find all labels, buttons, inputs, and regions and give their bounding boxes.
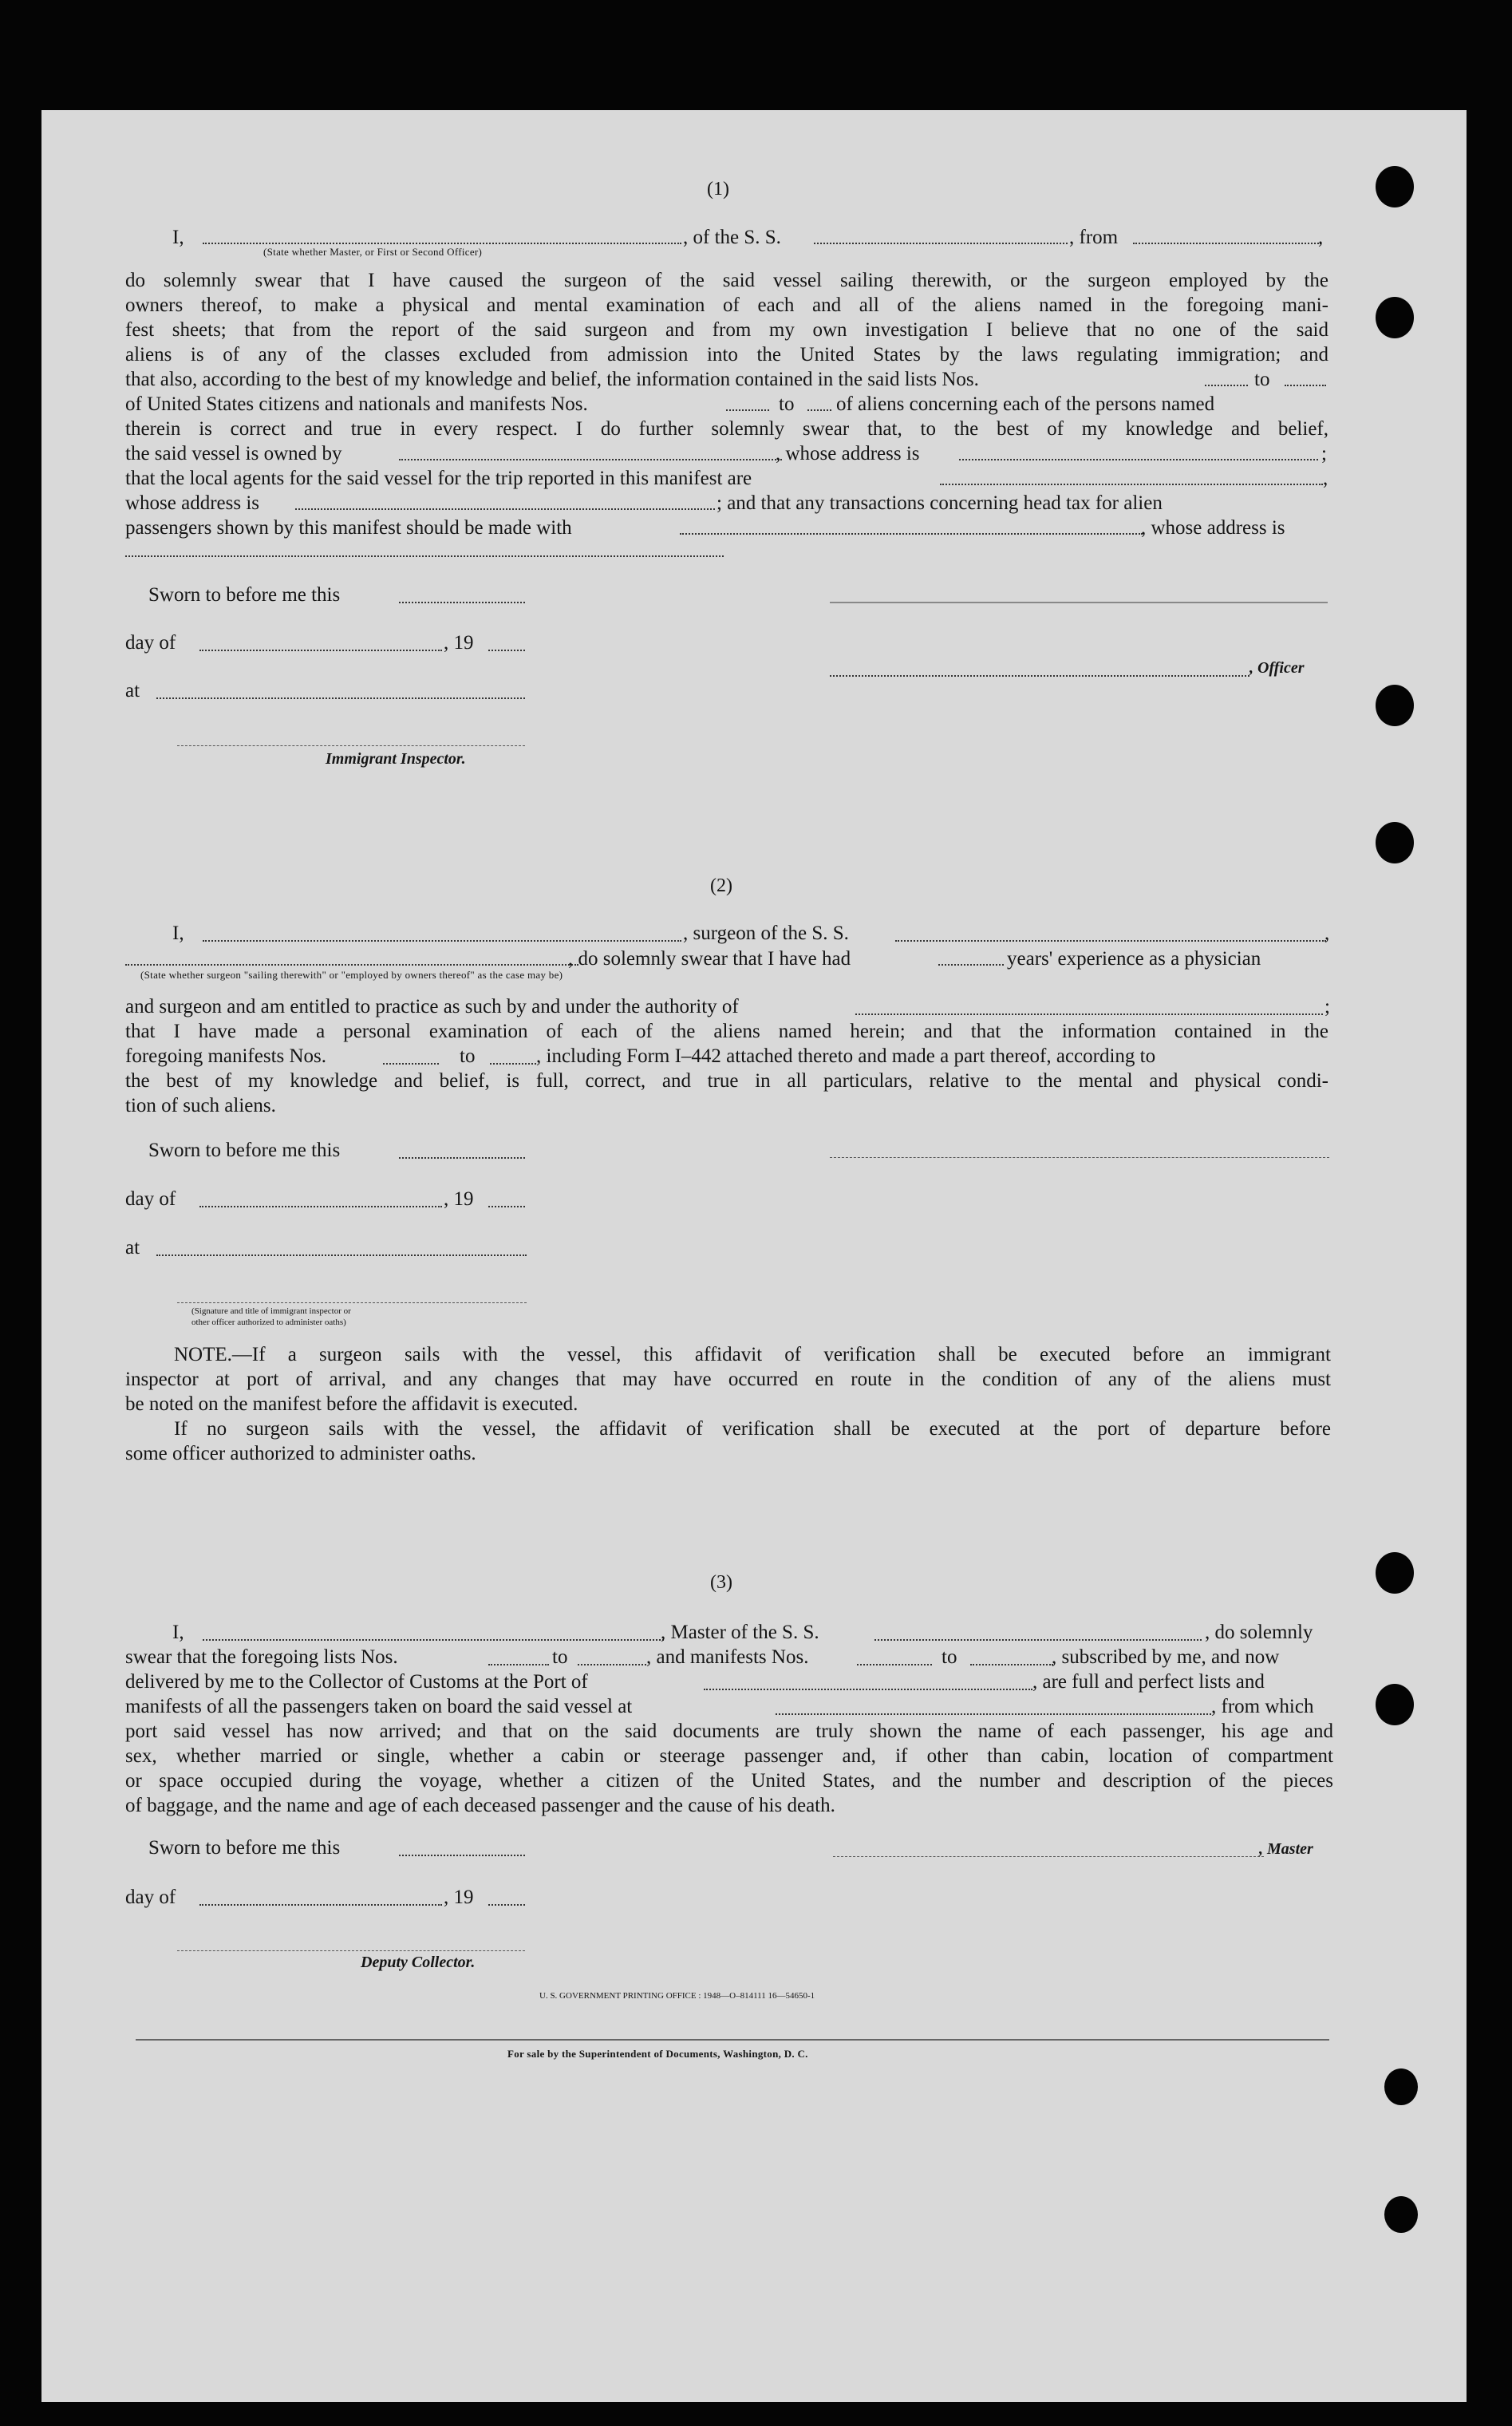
surgeon-status-note: (State whether surgeon "sailing therewith" or "employed by owners thereof" as the case may be) <box>140 969 563 981</box>
to-word: to <box>460 1045 476 1067</box>
owned-by-line: the said vessel is owned by <box>125 443 342 464</box>
blank-sworn-day <box>399 1157 525 1159</box>
day-of-label: day of <box>125 1887 176 1908</box>
signature-note: (Signature and title of immigrant inspector or <box>191 1306 351 1316</box>
passengers-line: passengers shown by this manifest should be made with <box>125 517 572 539</box>
punch-hole <box>1384 2196 1418 2233</box>
signature-note: other officer authorized to administer oaths) <box>191 1318 346 1327</box>
punch-hole <box>1376 1684 1414 1725</box>
sworn-label: Sworn to before me this <box>148 1837 341 1859</box>
year-label: , 19 <box>444 632 474 654</box>
paragraph-line: owners thereof, to make a physical and mental examination of each and all of the aliens named in the foregoing mani- <box>125 294 1328 316</box>
year-label: , 19 <box>444 1188 474 1210</box>
to-word: to <box>552 1646 568 1668</box>
blank-manifest-from <box>857 1664 932 1665</box>
blank-head-tax-address <box>125 555 724 557</box>
blank-lists-to <box>1285 385 1326 386</box>
blank-lists-from <box>1205 385 1248 386</box>
inspector-signature-line <box>177 745 525 746</box>
punch-hole <box>1376 297 1414 338</box>
blank-manifest-to <box>807 409 831 411</box>
section-number: (3) <box>710 1572 732 1593</box>
paragraph-line: do solemnly swear that I have caused the surgeon of the said vessel sailing therewith, or the surgeon employed by the <box>125 270 1328 291</box>
master-label: , Master <box>1259 1840 1313 1858</box>
blank-master-name <box>203 1639 664 1641</box>
blank-manifest-from <box>726 409 769 411</box>
punch-hole <box>1384 2068 1418 2105</box>
blank-year <box>488 1904 525 1906</box>
swear-lists-line: swear that the foregoing lists Nos. <box>125 1646 398 1668</box>
full-perfect-line: , are full and perfect lists and <box>1032 1671 1265 1693</box>
officer-signature-line <box>830 675 1249 677</box>
master-signature-line <box>833 1856 1264 1857</box>
manifests-line: manifests of all the passengers taken on board the said vessel at <box>125 1696 633 1717</box>
paragraph-line: port said vessel has now arrived; and that on the said documents are truly shown the name of each passenger, his age and <box>125 1721 1333 1742</box>
year-label: , 19 <box>444 1887 474 1908</box>
paragraph-line: the best of my knowledge and belief, is full, correct, and true in all particulars, relative to the mental and physical condi- <box>125 1070 1328 1092</box>
note-line: NOTE.—If a surgeon sails with the vessel, this affidavit of verification shall be executed before an immigrant <box>174 1344 1331 1365</box>
note-last-line: some officer authorized to administer oaths. <box>125 1443 476 1464</box>
foregoing-line: foregoing manifests Nos. <box>125 1045 327 1067</box>
footer-rule <box>136 2039 1329 2041</box>
blank-month <box>199 1904 442 1906</box>
blank-head-tax-party <box>680 533 1143 535</box>
blank-lists-to <box>578 1664 646 1665</box>
punch-hole <box>1376 822 1414 863</box>
blank-surgeon-status <box>125 964 578 966</box>
punch-hole <box>1376 1552 1414 1594</box>
inspector-label: Immigrant Inspector. <box>326 750 466 768</box>
surgeon-signature-line <box>830 1157 1329 1158</box>
punch-hole <box>1376 685 1414 726</box>
blank-port-from <box>1133 243 1321 244</box>
blank-manifest-from <box>383 1063 439 1065</box>
manifests-nos: , and manifests Nos. <box>646 1646 809 1668</box>
whose-address: , whose address is <box>776 443 920 464</box>
whose-address-line: whose address is <box>125 492 260 514</box>
paragraph-line: fest sheets; that from the report of the said surgeon and from my own investigation I believe that no one of the said <box>125 319 1328 341</box>
aliens-concerning-line: of aliens concerning each of the persons named <box>836 393 1215 415</box>
collector-signature-line <box>177 1950 525 1951</box>
blank-owner-address <box>959 459 1318 460</box>
printing-office-line: U. S. GOVERNMENT PRINTING OFFICE : 1948—O–814111 16—54650-1 <box>539 1991 815 2001</box>
paragraph-last-line: tion of such aliens. <box>125 1095 276 1116</box>
semicolon: ; <box>1324 996 1330 1017</box>
signature-line <box>830 602 1328 603</box>
sale-notice: For sale by the Superintendent of Documents, Washington, D. C. <box>507 2048 808 2060</box>
blank-year <box>488 650 525 651</box>
lists-line: that also, according to the best of my knowledge and belief, the information contained in the said lists Nos. <box>125 369 979 390</box>
line-i: I, <box>172 923 184 944</box>
line-end: , <box>1324 923 1330 944</box>
blank-vessel-name <box>874 1639 1202 1641</box>
collector-label: Deputy Collector. <box>361 1954 476 1971</box>
blank-manifest-to <box>490 1063 536 1065</box>
section-number: (2) <box>710 875 732 896</box>
to-word: to <box>779 393 795 415</box>
blank-sworn-day <box>399 602 525 603</box>
paragraph-line: that I have made a personal examination of each of the aliens named herein; and that the information contained in the <box>125 1021 1328 1042</box>
swear-line: , do solemnly swear that I have had <box>568 948 851 970</box>
note-last-line: be noted on the manifest before the affidavit is executed. <box>125 1393 578 1415</box>
blank-lists-from <box>488 1664 549 1665</box>
officer-title-note: (State whether Master, or First or Second Officer) <box>263 246 483 258</box>
day-of-label: day of <box>125 632 176 654</box>
blank-at-place <box>156 697 525 699</box>
at-label: at <box>125 680 140 701</box>
blank-agents-address <box>295 508 715 510</box>
blank-sworn-day <box>399 1855 525 1856</box>
do-solemnly: , do solemnly <box>1205 1622 1313 1643</box>
section-number: (1) <box>707 179 729 200</box>
comma: , <box>1323 468 1328 489</box>
line-i: I, <box>172 227 184 248</box>
line-i: I, <box>172 1622 184 1643</box>
blank-vessel-name <box>814 243 1068 244</box>
sworn-label: Sworn to before me this <box>148 584 341 606</box>
blank-surgeon-name <box>203 940 681 942</box>
line-from: , from <box>1069 227 1119 248</box>
agents-line: that the local agents for the said vessel for the trip reported in this manifest are <box>125 468 752 489</box>
master-of-ss: , Master of the S. S. <box>661 1622 819 1643</box>
blank-owner <box>399 459 782 460</box>
blank-month <box>199 650 442 651</box>
authority-line: and surgeon and am entitled to practice as such by and under the authority of <box>125 996 739 1017</box>
blank-authority <box>855 1013 1323 1015</box>
blank-years <box>938 964 1004 966</box>
to-word: to <box>942 1646 957 1668</box>
including-form-line: , including Form I–442 attached thereto and made a part thereof, according to <box>536 1045 1156 1067</box>
delivered-line: delivered by me to the Collector of Customs at the Port of <box>125 1671 588 1693</box>
whose-address-end: , whose address is <box>1141 517 1285 539</box>
punch-hole <box>1376 166 1414 207</box>
blank-port <box>704 1689 1032 1690</box>
officer-signature-line <box>177 1302 527 1303</box>
line-of-ss: , of the S. S. <box>683 227 781 248</box>
note-line: If no surgeon sails with the vessel, the affidavit of verification shall be executed at the port of departure before <box>174 1418 1331 1440</box>
blank-month <box>199 1206 442 1207</box>
sworn-label: Sworn to before me this <box>148 1140 341 1161</box>
subscribed-line: , subscribed by me, and now <box>1052 1646 1280 1668</box>
blank-year <box>488 1206 525 1207</box>
surgeon-of-ss: , surgeon of the S. S. <box>683 923 849 944</box>
officer-label: , Officer <box>1249 659 1305 677</box>
blank-port-embarked <box>776 1713 1211 1715</box>
blank-at-place <box>156 1254 527 1256</box>
us-citizens-line: of United States citizens and nationals and manifests Nos. <box>125 393 588 415</box>
from-which: , from which <box>1211 1696 1314 1717</box>
semicolon: ; <box>1321 443 1327 464</box>
blank-vessel-name <box>895 940 1326 942</box>
paragraph-last-line: of baggage, and the name and age of each deceased passenger and the cause of his death. <box>125 1795 835 1816</box>
to-word: to <box>1254 369 1270 390</box>
blank-officer-title <box>203 243 681 244</box>
blank-manifest-to <box>970 1664 1053 1665</box>
day-of-label: day of <box>125 1188 176 1210</box>
head-tax-line: ; and that any transactions concerning head tax for alien <box>717 492 1163 514</box>
at-label: at <box>125 1237 140 1258</box>
paragraph-line: sex, whether married or single, whether a cabin or steerage passenger and, if other than cabin, location of compartment <box>125 1745 1333 1767</box>
paragraph-line: therein is correct and true in every respect. I do further solemnly swear that, to the best of my knowledge and belief, <box>125 418 1328 440</box>
note-line: inspector at port of arrival, and any changes that may have occurred en route in the condition of any of the aliens must <box>125 1369 1331 1390</box>
blank-agents <box>940 484 1323 485</box>
line-end: , <box>1318 227 1324 248</box>
years-experience: years' experience as a physician <box>1007 948 1261 970</box>
paragraph-line: or space occupied during the voyage, whether a citizen of the United States, and the number and description of the pieces <box>125 1770 1333 1792</box>
paragraph-line: aliens is of any of the classes excluded from admission into the United States by the laws regulating immigration; and <box>125 344 1328 365</box>
